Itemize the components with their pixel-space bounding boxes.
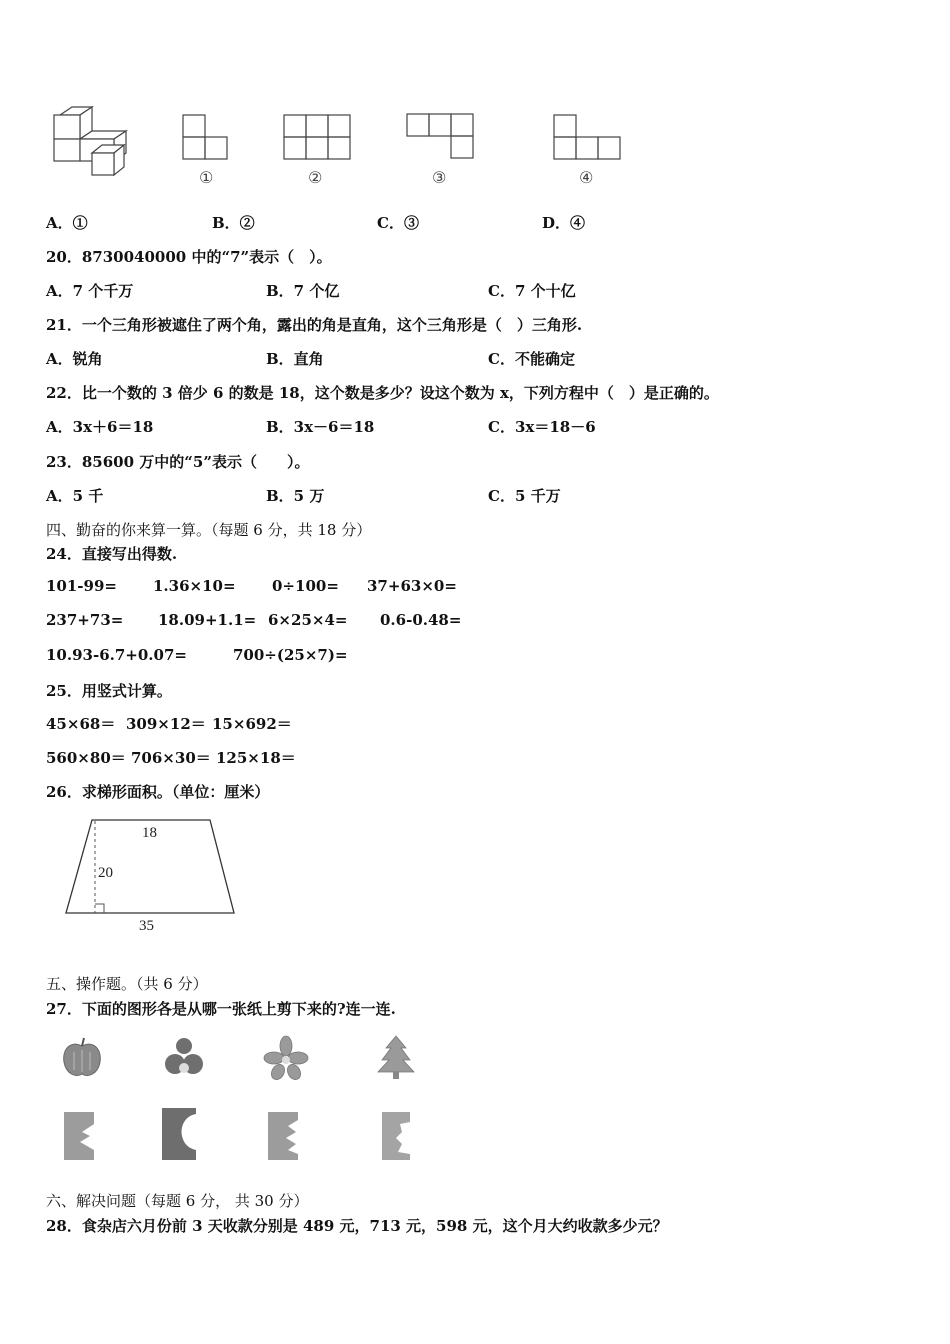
- q21-option-a[interactable]: A．锐角: [46, 350, 103, 368]
- q24-r2-c2: 18.09+1.1=: [158, 611, 257, 629]
- q20-option-a[interactable]: A．7 个千万: [46, 282, 134, 300]
- q19-option-c[interactable]: C．③: [377, 214, 419, 232]
- view-4-figure: [553, 114, 623, 164]
- q25-r2-c2: 706×30＝: [131, 749, 211, 767]
- section6-heading: 六、解决问题（每题 6 分， 共 30 分）: [46, 1192, 309, 1210]
- q21-stem: 21．一个三角形被遮住了两个角，露出的角是直角，这个三角形是（ ）三角形.: [46, 316, 583, 334]
- q19-option-d[interactable]: D．④: [542, 214, 586, 232]
- view-1-figure: [182, 114, 232, 164]
- trapezoid-height-label: 20: [98, 865, 113, 881]
- q24-r2-c1: 237+73=: [46, 611, 124, 629]
- cube-stack-figure: [50, 103, 140, 178]
- view-2-label: ②: [308, 168, 323, 187]
- q21-option-b[interactable]: B．直角: [266, 350, 324, 368]
- q23-stem: 23．85600 万中的“5”表示（ ）。: [46, 453, 310, 471]
- q24-r3-c1: 10.93-6.7+0.07=: [46, 646, 187, 664]
- q25-stem: 25．用竖式计算。: [46, 682, 172, 700]
- q22-option-c[interactable]: C．3x＝18－6: [488, 418, 596, 436]
- trapezoid-bottom-label: 35: [139, 918, 154, 934]
- q20-option-c[interactable]: C．7 个十亿: [488, 282, 576, 300]
- gourd-shape-icon[interactable]: [162, 1034, 206, 1080]
- q25-r1-c1: 45×68＝: [46, 715, 116, 733]
- q24-r1-c3: 0÷100=: [272, 577, 339, 595]
- q25-r2-c3: 125×18＝: [216, 749, 296, 767]
- section4-heading: 四、勤奋的你来算一算。（每题 6 分，共 18 分）: [46, 521, 372, 539]
- q19-option-a[interactable]: A．①: [46, 214, 88, 232]
- q23-option-c[interactable]: C．5 千万: [488, 487, 561, 505]
- q24-r2-c3: 6×25×4=: [268, 611, 348, 629]
- paper-sheet-4-icon[interactable]: [380, 1110, 416, 1162]
- view-3-figure: [406, 113, 476, 163]
- trapezoid-top-label: 18: [142, 825, 157, 841]
- q24-r1-c4: 37+63×0=: [367, 577, 457, 595]
- q25-r1-c3: 15×692＝: [212, 715, 292, 733]
- q27-stem: 27．下面的图形各是从哪一张纸上剪下来的?连一连.: [46, 1000, 396, 1018]
- q20-stem: 20．8730040000 中的“7”表示（ ）。: [46, 248, 332, 266]
- paper-sheet-2-icon[interactable]: [160, 1106, 200, 1162]
- q23-option-a[interactable]: A．5 千: [46, 487, 104, 505]
- view-3-label: ③: [432, 168, 447, 187]
- q26-stem: 26．求梯形面积。（单位：厘米）: [46, 783, 270, 801]
- view-2-figure: [283, 114, 353, 164]
- view-4-label: ④: [579, 168, 594, 187]
- q22-stem: 22．比一个数的 3 倍少 6 的数是 18，这个数是多少？设这个数为 x，下列方程中（ ）是正确的。: [46, 384, 719, 402]
- q19-option-b[interactable]: B．②: [212, 214, 255, 232]
- q20-option-b[interactable]: B．7 个亿: [266, 282, 340, 300]
- q22-option-a[interactable]: A．3x＋6＝18: [46, 418, 154, 436]
- paper-sheet-1-icon[interactable]: [62, 1110, 98, 1162]
- q25-r2-c1: 560×80＝: [46, 749, 126, 767]
- q23-option-b[interactable]: B．5 万: [266, 487, 325, 505]
- flower-shape-icon[interactable]: [264, 1036, 308, 1080]
- tree-shape-icon[interactable]: [376, 1034, 416, 1080]
- q24-r1-c1: 101-99=: [46, 577, 117, 595]
- q24-r1-c2: 1.36×10=: [153, 577, 236, 595]
- q21-option-c[interactable]: C．不能确定: [488, 350, 575, 368]
- q24-stem: 24．直接写出得数.: [46, 545, 178, 563]
- view-1-label: ①: [199, 168, 214, 187]
- q24-r2-c4: 0.6-0.48=: [380, 611, 462, 629]
- apple-shape-icon[interactable]: [60, 1036, 104, 1080]
- section5-heading: 五、操作题。（共 6 分）: [46, 975, 208, 993]
- trapezoid-figure: [62, 815, 242, 935]
- q22-option-b[interactable]: B．3x－6＝18: [266, 418, 375, 436]
- q24-r3-c2: 700÷(25×7)=: [233, 646, 348, 664]
- q28-stem: 28．食杂店六月份前 3 天收款分别是 489 元，713 元，598 元，这个月大约收款多少元？: [46, 1217, 668, 1235]
- paper-sheet-3-icon[interactable]: [266, 1110, 302, 1162]
- q25-r1-c2: 309×12＝: [126, 715, 206, 733]
